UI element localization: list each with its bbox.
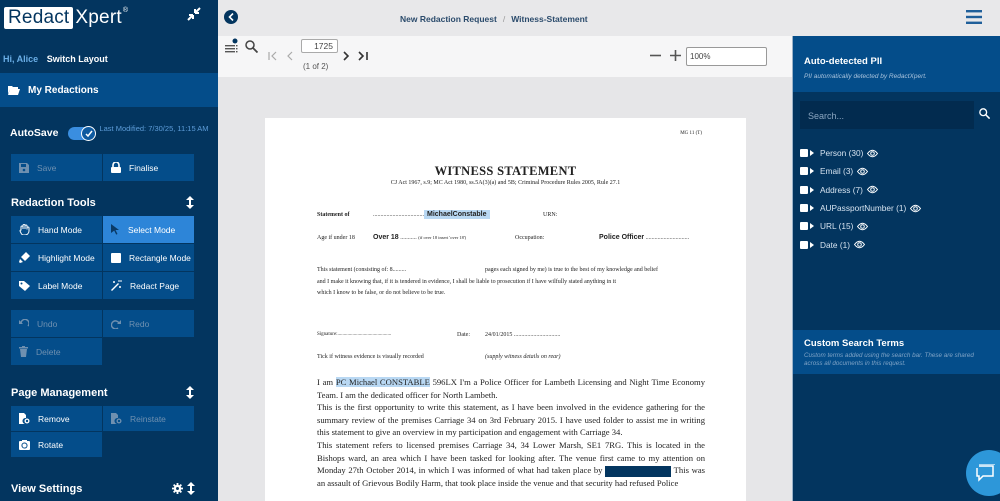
highlighter-icon bbox=[19, 252, 30, 263]
collapse-icon[interactable] bbox=[186, 6, 202, 22]
occupation-dots: ............................. bbox=[645, 235, 690, 241]
redo-label: Redo bbox=[129, 318, 150, 329]
undo-label: Undo bbox=[37, 318, 58, 329]
logo-box-text: Redact bbox=[4, 7, 73, 29]
eye-icon[interactable] bbox=[854, 240, 865, 249]
remove-label: Remove bbox=[38, 413, 70, 424]
left-sidebar bbox=[0, 0, 218, 501]
autosave-row bbox=[10, 124, 209, 140]
last-page-icon[interactable] bbox=[358, 51, 370, 61]
redact-page-label: Redact Page bbox=[130, 280, 180, 291]
checkbox[interactable] bbox=[800, 149, 808, 157]
page-number-input[interactable]: 1725 bbox=[301, 39, 338, 53]
select-mode-label: Select Mode bbox=[128, 224, 176, 235]
save-icon bbox=[19, 163, 29, 173]
breadcrumb-separator: / bbox=[502, 14, 506, 24]
save-button[interactable] bbox=[11, 154, 102, 181]
finalise-label: Finalise bbox=[129, 162, 159, 173]
label-mode-label: Label Mode bbox=[38, 280, 83, 291]
resize-vertical-icon[interactable] bbox=[186, 386, 194, 399]
expand-arrow-icon[interactable] bbox=[810, 205, 814, 211]
lock-icon bbox=[111, 162, 121, 173]
highlighted-person[interactable]: PC Michael CONSTABLE bbox=[335, 377, 430, 387]
pii-item-url[interactable] bbox=[800, 217, 921, 235]
first-page-icon[interactable] bbox=[268, 51, 278, 61]
expand-arrow-icon[interactable] bbox=[810, 242, 814, 248]
expand-arrow-icon[interactable] bbox=[810, 223, 814, 229]
view-settings-controls bbox=[172, 482, 195, 495]
tick-label: Tick if witness evidence is visually recorded bbox=[317, 354, 424, 360]
date-label: Date: bbox=[457, 332, 470, 338]
redaction-tools-title: Redaction Tools bbox=[11, 197, 96, 209]
check-icon bbox=[81, 126, 96, 141]
finalise-button[interactable] bbox=[103, 154, 194, 181]
zoom-out-icon[interactable] bbox=[650, 50, 661, 61]
search-icon[interactable] bbox=[979, 108, 990, 119]
page-management-grid bbox=[11, 406, 194, 457]
folder-open-icon bbox=[8, 85, 20, 95]
breadcrumb bbox=[400, 14, 588, 24]
eye-icon[interactable] bbox=[867, 149, 878, 158]
pii-label: Email (3) bbox=[820, 166, 854, 177]
expand-arrow-icon[interactable] bbox=[810, 187, 814, 193]
pii-title: Auto-detected PII bbox=[804, 56, 883, 67]
statement-of-text: Statement of bbox=[317, 212, 350, 218]
hamburger-menu-icon[interactable] bbox=[966, 10, 982, 24]
paragraph-3 bbox=[317, 439, 705, 489]
document-title: WITNESS STATEMENT bbox=[434, 164, 577, 178]
paragraph-2: This is the first opportunity to write this statement, as I have been involved in the evidence gathering for the summary review of the premises Carriage 34 on 3rd February 2015. I have used folder to assist me in writing this statement to give an overview in my participation and engagement with Carriage 34. bbox=[317, 402, 705, 438]
age-field bbox=[373, 234, 466, 241]
last-modified: Last Modified: 7/30/25, 11:15 AM bbox=[99, 124, 209, 133]
registered-mark: ® bbox=[122, 7, 129, 14]
consisting-line-2: pages each signed by me) is true to the best of my knowledge and belief bbox=[485, 267, 658, 273]
history-grid bbox=[11, 310, 194, 365]
previous-page-icon[interactable] bbox=[286, 51, 294, 61]
redo-icon bbox=[111, 319, 121, 329]
document-viewer[interactable] bbox=[218, 77, 792, 501]
tick-note: (supply witness details on rear) bbox=[485, 354, 561, 360]
autosave-toggle[interactable] bbox=[68, 127, 94, 140]
consisting-line-3: and I make it knowing that, if it is tendered in evidence, I shall be liable to prosecution if I have wilfully stated anything in it bbox=[317, 279, 617, 285]
date-value: 24/01/2015 ............................... bbox=[485, 332, 561, 338]
page-management-controls bbox=[186, 386, 194, 399]
checkbox[interactable] bbox=[800, 241, 808, 249]
list-panel-icon[interactable] bbox=[224, 38, 240, 54]
reinstate-label: Reinstate bbox=[130, 413, 166, 424]
pii-item-aupassportnumber[interactable] bbox=[800, 199, 921, 217]
pii-list bbox=[800, 144, 921, 254]
switch-layout-link[interactable]: Switch Layout bbox=[46, 54, 108, 64]
checkbox[interactable] bbox=[800, 204, 808, 212]
redo-button[interactable] bbox=[103, 310, 194, 337]
consisting-line-4: which I know to be false, or do not believe to be true. bbox=[317, 290, 446, 296]
hand-mode-label: Hand Mode bbox=[38, 224, 82, 235]
eye-icon[interactable] bbox=[857, 167, 868, 176]
breadcrumb-request[interactable]: New Redaction Request bbox=[400, 14, 497, 24]
my-redactions-label: My Redactions bbox=[28, 84, 99, 96]
p3-rest: This was an assault of Grievous Bodily Harm, that took place inside the venue and that security had refused Police bbox=[317, 465, 705, 488]
page-management-title: Page Management bbox=[11, 387, 108, 399]
logo bbox=[4, 6, 128, 30]
expand-arrow-icon[interactable] bbox=[810, 150, 814, 156]
rotate-label: Rotate bbox=[38, 439, 64, 450]
pii-item-date[interactable] bbox=[800, 235, 921, 253]
document-toolbar bbox=[218, 36, 792, 77]
document-page[interactable] bbox=[265, 118, 746, 501]
delete-button[interactable] bbox=[11, 338, 102, 365]
checkbox[interactable] bbox=[800, 167, 808, 175]
redaction-tools-grid bbox=[11, 216, 194, 299]
my-redactions-nav[interactable] bbox=[0, 73, 218, 107]
redaction-box[interactable] bbox=[605, 466, 671, 477]
chat-bubble-icon bbox=[975, 464, 995, 482]
delete-label: Delete bbox=[36, 346, 61, 357]
rectangle-mode-button[interactable] bbox=[103, 244, 194, 271]
tag-icon bbox=[19, 281, 30, 291]
urn-label: URN: bbox=[543, 212, 558, 218]
signature-line: Signature:........................................... bbox=[317, 332, 392, 337]
logo-rest-text: Xpert bbox=[75, 7, 122, 28]
document-subtitle: CJ Act 1967, s.9; MC Act 1980, ss.5A(3)(a) and 5B; Criminal Procedure Rules 2005, Rule 27.1 bbox=[390, 180, 621, 186]
paragraph-1 bbox=[317, 376, 705, 401]
search-icon[interactable] bbox=[245, 40, 258, 53]
next-page-icon[interactable] bbox=[342, 51, 350, 61]
page-count: (1 of 2) bbox=[303, 62, 329, 71]
zoom-in-icon[interactable] bbox=[670, 50, 681, 61]
undo-button[interactable] bbox=[11, 310, 102, 337]
custom-search-subtitle: Custom terms added using the search bar. These are shared across all documents in this request. bbox=[804, 352, 974, 367]
magic-wand-icon bbox=[111, 280, 122, 291]
statement-of-label bbox=[317, 212, 350, 218]
eye-icon[interactable] bbox=[857, 222, 868, 231]
pii-item-email[interactable] bbox=[800, 162, 921, 180]
cursor-icon bbox=[111, 224, 120, 235]
age-label: Age if under 18 bbox=[317, 235, 355, 241]
remove-page-button[interactable] bbox=[11, 406, 102, 431]
checkbox[interactable] bbox=[800, 222, 808, 230]
logo-text bbox=[75, 7, 128, 29]
gear-icon[interactable] bbox=[172, 483, 183, 494]
pii-label: AUPassportNumber (1) bbox=[820, 203, 907, 214]
occupation-value: Police Officer bbox=[599, 234, 645, 241]
resize-vertical-icon[interactable] bbox=[186, 196, 194, 209]
autosave-label: AutoSave bbox=[10, 127, 59, 139]
highlight-mode-label: Highlight Mode bbox=[38, 252, 95, 263]
view-settings-title: View Settings bbox=[11, 483, 83, 495]
resize-vertical-icon[interactable] bbox=[187, 482, 195, 495]
zoom-level-input[interactable]: 100% bbox=[686, 47, 767, 66]
statement-of-field bbox=[373, 211, 490, 218]
file-reinstate-icon bbox=[111, 413, 122, 424]
pii-label: Date (1) bbox=[820, 239, 850, 250]
reinstate-page-button[interactable] bbox=[103, 406, 194, 431]
pii-subtitle: PII automatically detected by RedactXpert. bbox=[804, 73, 927, 80]
highlight-mode-button[interactable] bbox=[11, 244, 102, 271]
expand-arrow-icon[interactable] bbox=[810, 168, 814, 174]
save-label: Save bbox=[37, 162, 57, 173]
age-value: Over 18 bbox=[373, 234, 399, 241]
rectangle-mode-label: Rectangle Mode bbox=[129, 252, 191, 263]
highlighted-name[interactable]: MichaelConstable bbox=[424, 210, 490, 219]
custom-search-terms-header bbox=[793, 330, 1000, 374]
pii-label: Address (7) bbox=[820, 184, 863, 195]
form-code: MG 11 (T) bbox=[680, 131, 702, 136]
back-button[interactable] bbox=[224, 10, 238, 24]
greeting-row bbox=[3, 54, 108, 64]
file-remove-icon bbox=[19, 413, 30, 424]
pii-header bbox=[793, 36, 1000, 92]
pii-item-address[interactable] bbox=[800, 181, 921, 199]
age-dots: ........... bbox=[400, 235, 417, 241]
save-group bbox=[11, 154, 194, 181]
trash-icon bbox=[19, 346, 28, 357]
p1-start: I am bbox=[317, 377, 336, 387]
rotate-page-button[interactable] bbox=[11, 432, 102, 457]
eye-icon[interactable] bbox=[867, 185, 878, 194]
p1-rest: 596LX I'm a Police Officer for Lambeth Licensing and Night Time Economy Team. I am the dedicated officer for North Lambeth. bbox=[317, 377, 705, 400]
undo-icon bbox=[19, 319, 29, 329]
select-mode-button[interactable] bbox=[103, 216, 194, 243]
breadcrumb-document: Witness-Statement bbox=[511, 14, 588, 24]
consisting-line-1: This statement (consisting of: 8......... bbox=[317, 267, 407, 273]
statement-body bbox=[317, 376, 705, 489]
eye-icon[interactable] bbox=[910, 204, 921, 213]
hand-mode-button[interactable] bbox=[11, 216, 102, 243]
empty-slot bbox=[103, 432, 194, 457]
custom-search-title: Custom Search Terms bbox=[804, 338, 905, 349]
p3-start: This statement refers to licensed premises Carriage 34, 34 Lower Marsh, SE1 7RG. This is located in the Bishops ward, an area which I have been tasked for looking after. The venue first came to my attention on Monday 27th October 2014, in which I was informed of what had taken place by bbox=[317, 439, 705, 476]
age-note: (if over 18 insert 'over 18') bbox=[418, 235, 467, 240]
top-bar bbox=[218, 0, 1000, 36]
redact-page-button[interactable] bbox=[103, 272, 194, 299]
redaction-tools-controls bbox=[186, 196, 194, 209]
rotate-icon bbox=[19, 440, 30, 450]
checkbox[interactable] bbox=[800, 186, 808, 194]
pii-label: URL (15) bbox=[820, 221, 854, 232]
occupation-field bbox=[599, 234, 689, 241]
statement-of-dots: .................................. bbox=[373, 212, 424, 218]
chevron-left-icon bbox=[228, 13, 234, 21]
label-mode-button[interactable] bbox=[11, 272, 102, 299]
hand-icon bbox=[19, 224, 30, 235]
pii-search-input[interactable]: Search... bbox=[800, 101, 974, 129]
greeting-text: Hi, Alice bbox=[3, 54, 39, 64]
pii-item-person[interactable] bbox=[800, 144, 921, 162]
rectangle-icon bbox=[111, 253, 121, 263]
occupation-label: Occupation: bbox=[515, 235, 545, 241]
pii-label: Person (30) bbox=[820, 148, 864, 159]
empty-slot bbox=[103, 338, 194, 365]
pii-panel bbox=[792, 36, 1000, 501]
